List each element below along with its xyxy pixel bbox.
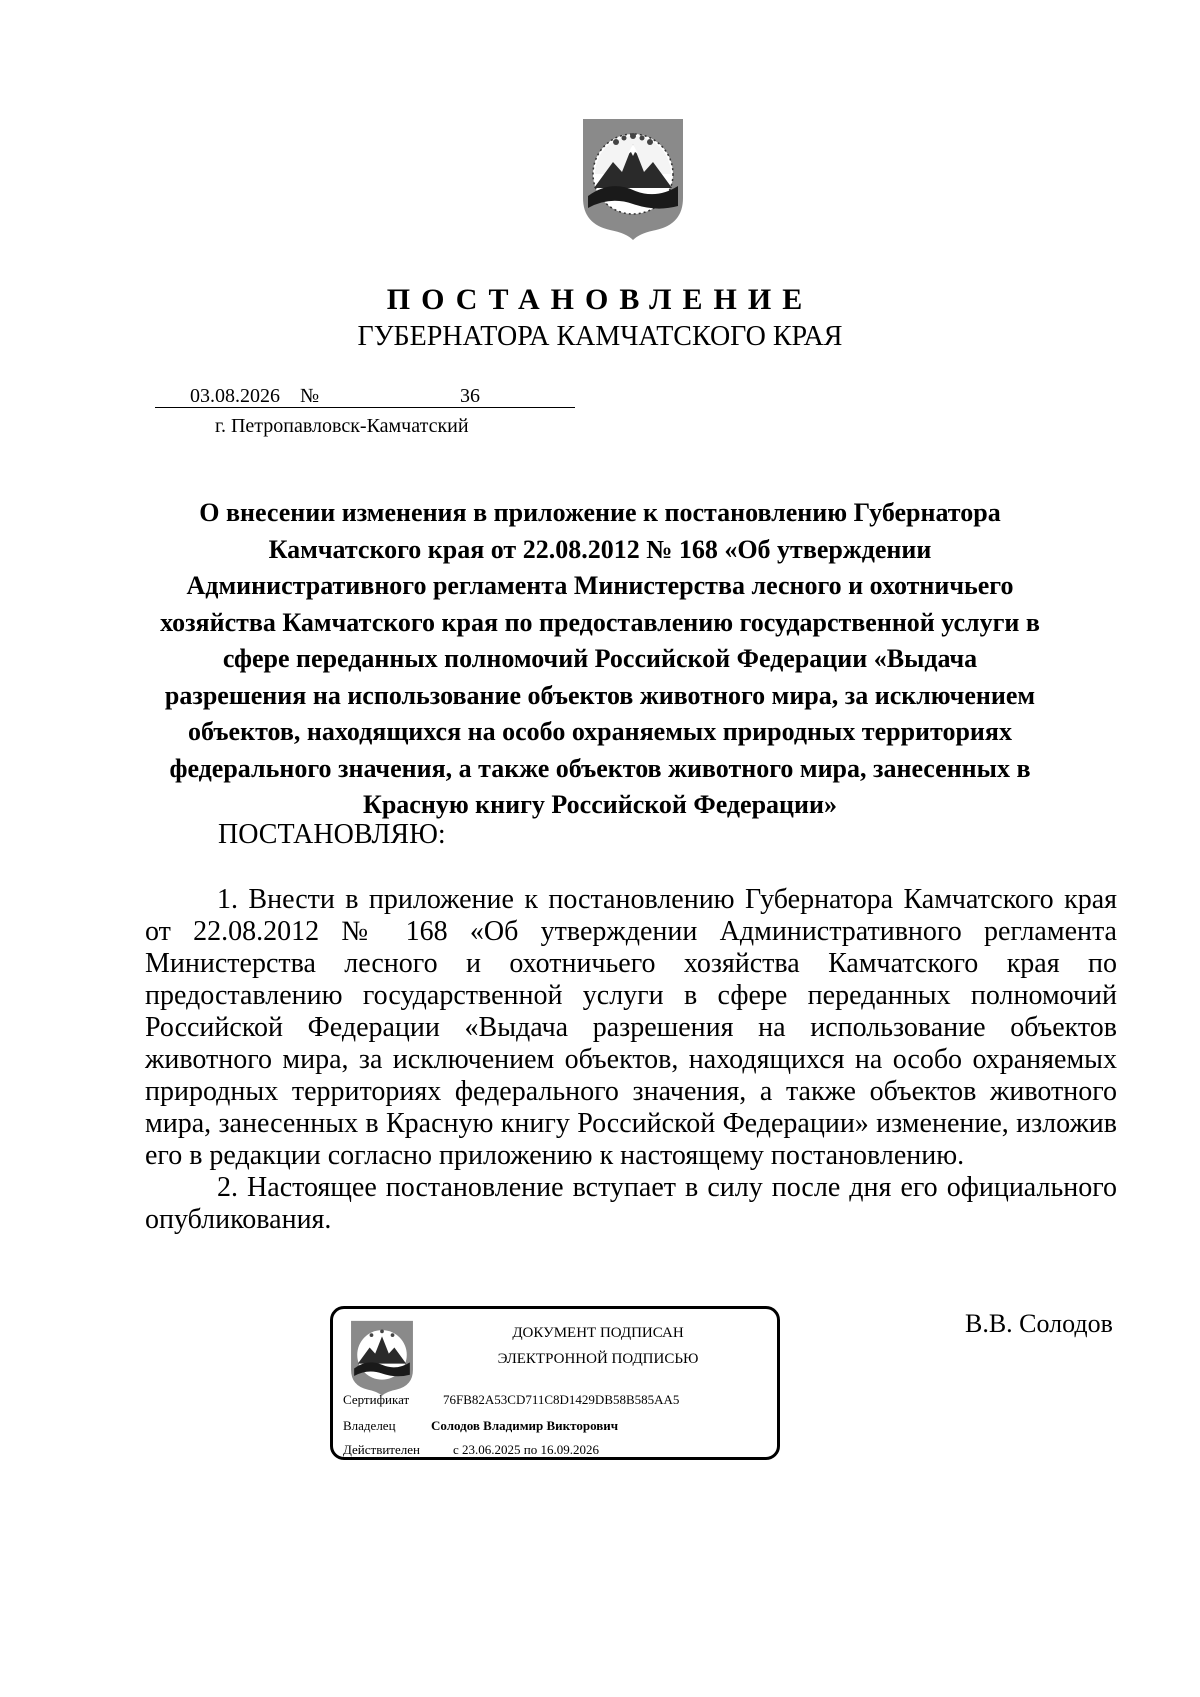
document-issuer-heading: ГУБЕРНАТОРА КАМЧАТСКОГО КРАЯ [357,321,843,352]
resolve-heading: ПОСТАНОВЛЯЮ: [218,819,446,850]
document-city: г. Петропавловск-Камчатский [215,415,469,437]
document-registration-line [155,385,575,408]
title-line: сфере переданных полномочий Российской Федерации «Выдача [222,644,978,673]
title-line: разрешения на использование объектов животного мира, за исключением [164,680,1036,710]
document-body [145,884,1117,1236]
kamchatka-coat-of-arms-emblem [580,116,686,242]
title-line: О внесении изменения в приложение к постановлению Губернатора [199,498,1001,527]
signer-name: В.В. Солодов [965,1309,1113,1338]
body-paragraph-1: 1. Внести в приложение к постановлению Губернатора Камчатского края от 22.08.2012 № 168 «Об утверждении Административного регламента Министерства лесного и охотничьего хозяйства Камчатского края по предоставлению государственной услуги в сфере переданных полномочий Российской Федерации «Выдача разрешения на использование объектов животного мира, за исключением объектов, находящихся на особо охраняемых природных территориях федерального значения, а также объектов животного мира, занесенных в Красную книгу Российской Федерации» изменение, изложив его в редакции согласно приложению к настоящему постановлению. [145,884,1117,1171]
number-label: № [300,385,320,407]
owner-value: Солодов Владимир Викторович [431,1418,619,1433]
stamp-heading-line-2: ЭЛЕКТРОННОЙ ПОДПИСЬЮ [497,1351,699,1367]
document-title [130,495,1070,824]
title-line: Камчатского края от 22.08.2012 № 168 «Об утверждении [268,534,932,564]
stamp-validity-row [343,1441,599,1459]
document-date: 03.08.2026 [190,385,280,407]
validity-label: Действителен [343,1442,420,1457]
title-line: объектов, находящихся на особо охраняемых природных территориях [188,717,1012,746]
certificate-value: 76FB82A53CD711C8D1429DB58B585AA5 [443,1392,680,1407]
title-line: хозяйства Камчатского края по предоставлению государственной услуги в [160,607,1040,637]
title-line: Административного регламента Министерства лесного и охотничьего [186,571,1014,600]
stamp-certificate-row [343,1391,680,1409]
document-kind-heading: ПОСТАНОВЛЕНИЕ [386,283,814,316]
owner-label: Владелец [343,1418,396,1433]
title-line: Красную книгу Российской Федерации» [362,790,837,819]
stamp-heading-line-1: ДОКУМЕНТ ПОДПИСАН [512,1325,684,1341]
stamp-emblem-icon [349,1319,415,1397]
certificate-label: Сертификат [343,1392,410,1407]
document-number: 36 [460,385,480,407]
validity-value: с 23.06.2025 по 16.09.2026 [453,1442,599,1457]
electronic-signature-stamp [330,1306,780,1460]
stamp-owner-row [343,1417,619,1435]
body-paragraph-2: 2. Настоящее постановление вступает в силу после дня его официального опубликования. [145,1172,1117,1235]
title-line: федерального значения, а также объектов животного мира, занесенных в [169,753,1031,783]
